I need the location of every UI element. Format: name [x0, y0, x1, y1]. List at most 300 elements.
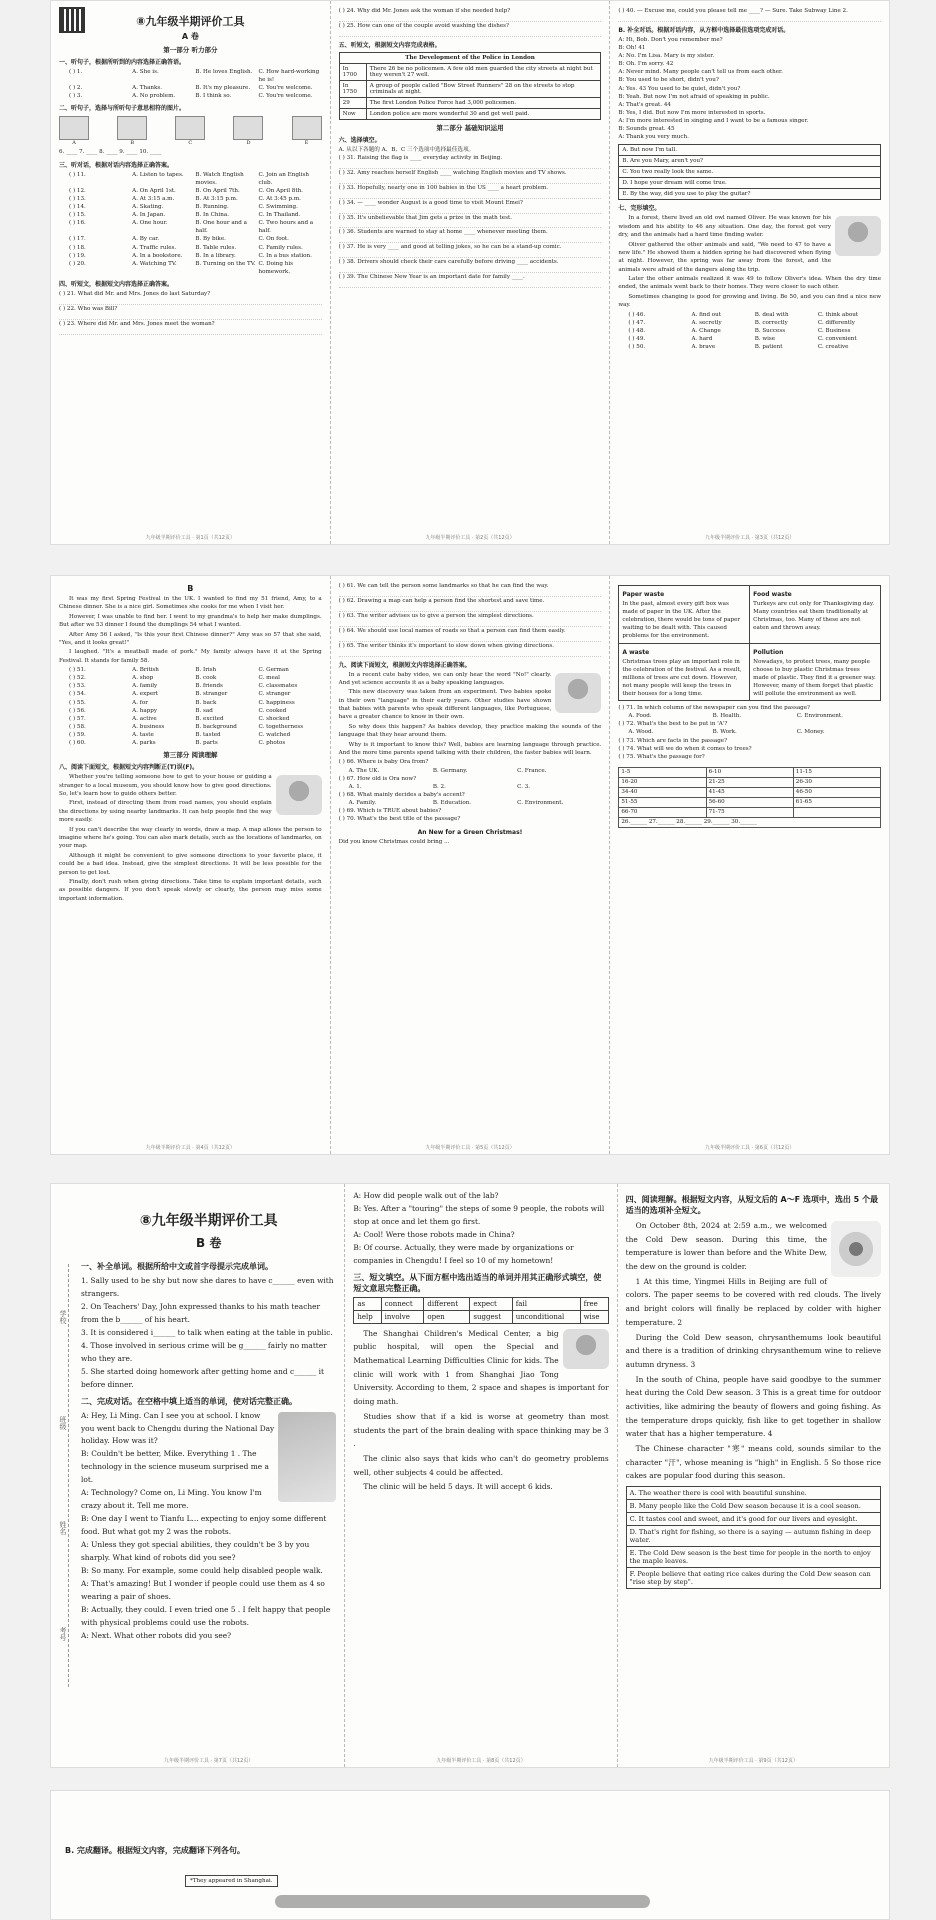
option-b: B. 2.: [432, 783, 446, 790]
horizontal-scrollbar[interactable]: [275, 1895, 650, 1908]
question-number: ( ) 53.: [69, 683, 86, 690]
option-b: B. It's my pleasure.: [195, 85, 251, 92]
grid-cell: 34-40: [619, 787, 706, 797]
dialog-line: A: I'm more interested in singing and I want to be a famous singer.: [618, 118, 809, 124]
question-stem: ( ) 21. What did Mr. and Mrs. Jones do last Saturday?: [59, 290, 211, 297]
question-list: [59, 68, 322, 100]
grid-cell: 56-60: [706, 797, 793, 807]
option-row: [618, 311, 881, 319]
column-3: [610, 1, 889, 544]
question-number: ( ) 57.: [69, 715, 86, 722]
binding-label: 班级: [59, 1415, 67, 1430]
option-c: C. classmates: [258, 683, 298, 690]
word-cell: unconditional: [512, 1310, 580, 1323]
question-number: ( ) 16.: [69, 220, 86, 227]
option-a: A. Listen to tapes.: [132, 171, 184, 178]
section-subheading: A. 从以下各题的 A、B、C 三个选项中选择最佳选项。: [338, 146, 475, 153]
option-b: B. In a library.: [195, 252, 236, 259]
question-list: [59, 171, 322, 276]
question-list: [59, 290, 322, 335]
box-heading: Paper waste: [622, 591, 665, 598]
option-a: A. On April 1st.: [132, 187, 176, 194]
page-footer: 九年级半期评价工具 · 第5页（共12页）: [425, 1145, 515, 1151]
option-row: [59, 219, 322, 235]
paragraph: Oliver gathered the other animals and said, "We need to 47 to have a new life." He showed them a hidden spring he had discovered when flying at night. However, the spring was far away from the forest, and the animals were afraid of the dangers along the trip.: [618, 241, 832, 273]
option-row: [59, 252, 322, 260]
answer-grid: [618, 767, 881, 828]
option-b: B. Running.: [195, 203, 229, 210]
waste-boxes: [618, 585, 881, 701]
grid-cell: 46-50: [793, 787, 880, 797]
question-stem: A: Cool! Were those robots made in China?: [353, 1229, 515, 1239]
option-row: [59, 666, 322, 674]
word-cell: different: [424, 1297, 470, 1310]
column-2: [331, 576, 611, 1154]
option-text: E. The Cold Dew season is the best time for people in the north to enjoy the maple leaves.: [626, 1547, 880, 1568]
question-number: ( ) 19.: [69, 252, 86, 259]
page-footer: 九年级半期评价工具 · 第8页（共12页）: [436, 1758, 526, 1764]
column-2: [345, 1184, 617, 1767]
question-number: ( ) 56.: [69, 707, 86, 714]
question-number: ( ) 47.: [628, 319, 646, 326]
option-a: A. Thanks.: [132, 85, 163, 92]
option-row: [618, 327, 881, 335]
question-number: ( ) 12.: [69, 187, 86, 194]
table-row: [339, 80, 601, 97]
box-row: [619, 586, 881, 644]
picture-option: [117, 116, 147, 147]
question-number: ( ) 18.: [69, 244, 86, 251]
option-row: [59, 674, 322, 682]
dialog-line: B: Sounds great. 45: [618, 126, 675, 133]
option-row: [59, 203, 322, 211]
option-row: [339, 767, 602, 775]
option-a: A. Skating.: [132, 203, 164, 210]
question-number: ( ) 60.: [69, 740, 86, 747]
option-row: [59, 92, 322, 100]
option-c: C. On foot.: [258, 236, 289, 243]
binding-label: 考号: [59, 1627, 67, 1642]
option-row: [59, 244, 322, 252]
question-number: ( ) 1.: [69, 69, 83, 75]
page-footer: 九年级半期评价工具 · 第9页（共12页）: [708, 1758, 798, 1764]
option-b: B. At 3:15 p.m.: [195, 195, 238, 202]
grid-cell: 51-55: [619, 797, 706, 807]
option-a: A. By car.: [132, 236, 160, 243]
question-stem: 4. Those involved in serious crime will be g______ fairly no matter who they are.: [81, 1340, 327, 1363]
option-text: A. The weather there is cool with beautiful sunshine.: [626, 1487, 880, 1500]
word-cell: connect: [381, 1297, 424, 1310]
answer-line: [59, 328, 322, 335]
section-heading: 五、听短文，根据短文内容完成表格。: [338, 41, 441, 49]
question-stem: ( ) 67. How old is Ora now?: [338, 775, 417, 782]
binding-label: 姓名: [59, 1521, 67, 1536]
option-c: C. On April 8th.: [258, 187, 303, 194]
paragraph: Although it might be convenient to give someone directions to your favorite place, it could be a bad idea. Instead, give the simplest directions. It will be less possible for the person to get lost.: [59, 852, 322, 876]
option-row: [618, 319, 881, 327]
dialog-line: A: No. I'm Lisa. Mary is my sister.: [618, 53, 715, 60]
option-a: A. No problem.: [132, 93, 176, 100]
option-row: [618, 343, 881, 351]
option-a: A. secretly: [691, 319, 722, 326]
question-number: ( ) 20.: [69, 260, 86, 267]
word-cell: wise: [580, 1310, 608, 1323]
waste-box: [750, 586, 881, 644]
question-list: [618, 704, 881, 761]
question-number: ( ) 2.: [69, 85, 83, 92]
option-a: A. Watching TV.: [132, 260, 177, 267]
option-c: C. togetherness: [258, 723, 304, 730]
page-footer: 九年级半期评价工具 · 第2页（共12页）: [425, 535, 515, 541]
grid-cell: 11-15: [793, 767, 880, 777]
question-stem: B: Actually, they could. I even tried one 5 . I felt happy that people with physical problems could use the robots.: [81, 1604, 331, 1627]
answer-line: [339, 281, 602, 288]
paragraph: 1 At this time, Yingmei Hills in Beijing are full of colors. The paper seems to be covered with red clouds. The lively and bright colors will finally be replaced by colder with higher temperature. 2: [625, 1276, 881, 1327]
question-stem: ( ) 31. Raising the flag is ____ everyday activity in Beijing.: [338, 154, 503, 161]
grid-cell: 26-30: [793, 777, 880, 787]
picture-option: [175, 116, 205, 147]
question-stem: ( ) 38. Drivers should check their cars carefully before driving ____ accidents.: [338, 259, 559, 266]
paragraph: The clinic will be held 5 days. It will accept 6 kids.: [363, 1482, 553, 1492]
option-row: [59, 171, 322, 187]
blank-number: 27.______: [648, 819, 677, 826]
question-stem: ( ) 75. What's the passage for?: [618, 753, 705, 760]
option-row: [339, 799, 602, 807]
section-heading: 三、短文填空。从下面方框中选出适当的单词并用其正确形式填空，使短文意思完整正确。: [353, 1272, 602, 1293]
question-stem: ( ) 23. Where did Mr. and Mrs. Jones meet the woman?: [59, 320, 215, 327]
option-a: A. parks: [132, 740, 156, 747]
column-2: [331, 1, 611, 544]
grid-cell: 41-45: [706, 787, 793, 797]
option-a: A. business: [132, 723, 165, 730]
question-stem: ( ) 40. — Excuse me, could you please tell me ____? — Sure. Take Subway Line 2.: [618, 8, 848, 14]
column-3: [610, 576, 889, 1154]
question-stem: ( ) 73. Which are facts in the passage?: [618, 737, 728, 744]
column-1: [73, 1184, 345, 1767]
answer-line: [59, 298, 322, 305]
dialog-text: [353, 1190, 608, 1268]
option-row: [626, 1500, 880, 1513]
paragraph: In a forest, there lived an old owl named Oliver. He was known for his wisdom and his ability to 46 any situation. One day, the forest got very dry, and the animals had a hard time finding water.: [618, 215, 832, 239]
question-stem: ( ) 65. The writer thinks it's important to slow down when giving directions.: [338, 642, 554, 649]
dialog-line: A: Yes. 43 You used to be quiet, didn't you?: [618, 85, 741, 92]
question-stem: A: Hey, Li Ming. Can I see you at school. I know you went back to Chengdu during the National Day holiday. How was it?: [81, 1410, 275, 1446]
dialog-line: B: Yes, I did. But now I'm more interested in sports.: [618, 109, 766, 116]
answer-line: [339, 237, 602, 244]
option-a: A. for: [132, 699, 148, 706]
grid-row: [619, 787, 881, 797]
dialog-line: A: That's great. 44: [618, 101, 671, 108]
question-stem: A: Technology? Come on, Li Ming. You know I'm crazy about it. Tell me more.: [81, 1488, 262, 1511]
word-row: [354, 1310, 608, 1323]
option-b: B. I think so.: [195, 93, 232, 100]
paragraph: Later the other animals realized it was 49 to follow Oliver's idea. When the dry time ended, the animals went back to their homes. They were closer to each other.: [618, 276, 882, 291]
chrysanthemum-illustration-icon: [831, 1221, 881, 1277]
table-row: [339, 108, 601, 119]
question-stem: 5. She started doing homework after getting home and c______ it before dinner.: [81, 1366, 324, 1389]
exam-page-1: [50, 0, 890, 545]
paragraph: However, I was unable to find her. I went to my grandma's to help her make dumplings. But after we 53 dinner I found the dumplings 54 what I wanted.: [59, 613, 322, 629]
option-row: [626, 1526, 880, 1547]
paragraph: The clinic also says that kids who can't do geometry problems well, other subjects 4 could be affected.: [353, 1453, 609, 1477]
option-text: D. I hope your dream will come true.: [619, 178, 881, 189]
question-stem: ( ) 71. In which column of the newspaper can you find the passage?: [618, 705, 811, 712]
option-row: [59, 731, 322, 739]
option-b: B. sad: [195, 707, 213, 714]
paragraph: On October 8th, 2024 at 2:59 a.m., we welcomed the Cold Dew season. During this time, the temperature is lower than before and the White Dew, the dew on the ground is colder.: [625, 1221, 827, 1272]
table-row: [339, 97, 601, 108]
question-stem: ( ) 39. The Chinese New Year is an important date for family ____.: [338, 274, 525, 281]
option-a: A. At 3:15 a.m.: [132, 195, 175, 202]
question-stem: 3. It is considered i______ to talk when eating at the table in public.: [81, 1327, 333, 1337]
blank-number: 29.______: [703, 819, 732, 826]
option-c: C. think about: [817, 311, 859, 318]
option-b: B. He loves English.: [195, 69, 253, 75]
question-list: [81, 1275, 336, 1392]
column-1: [51, 1, 331, 544]
section-heading: 六、选择填空。: [338, 136, 381, 144]
page-footer: 九年级半期评价工具 · 第6页（共12页）: [705, 1145, 795, 1151]
paragraph: Why is it important to know this? Well, babies are learning language through practice. And the more time parents spend talking with their children, the faster babies will learn.: [338, 741, 602, 757]
option-row: [339, 783, 602, 791]
paragraph: First, instead of directing them from road names, you should explain the directions by using nearby landmarks. It can help people find the way more easily.: [59, 800, 272, 824]
option-b: B. excited: [195, 715, 224, 722]
option-row: [59, 739, 322, 747]
dialog-line: B: You used to be short, didn't you?: [618, 77, 719, 84]
option-row: [59, 187, 322, 195]
question-number: ( ) 50.: [628, 344, 646, 351]
answer-line: [339, 162, 602, 169]
dialog-line: B: Oh. I'm sorry. 42: [618, 61, 674, 68]
passage: [59, 595, 322, 665]
option-a: A. The UK.: [348, 767, 380, 774]
answer-line: [339, 620, 602, 627]
question-stem: ( ) 36. Students are warned to stay at home ____ whenever meeting them.: [338, 229, 548, 236]
question-number: ( ) 59.: [69, 732, 86, 738]
option-a: A. Family.: [348, 799, 377, 806]
question-stem: ( ) 66. Where is baby Ora from?: [338, 759, 429, 766]
options-box: [626, 1486, 881, 1589]
option-c: C. differently: [817, 319, 855, 326]
word-cell: involve: [381, 1310, 424, 1323]
paragraph: Sometimes changing is good for growing and living. Be 50, and you can find a nice new way.: [618, 293, 882, 309]
part-heading: 第一部分 听力部分: [163, 46, 218, 54]
passage-lead: Did you know Christmas could bring ...: [338, 839, 450, 846]
option-a: A. happy: [132, 707, 158, 714]
word-row: [354, 1297, 608, 1310]
section-heading: 一、听句子，根据所听到的内容选择正确答语。: [59, 59, 186, 66]
table-text: The first London Police Force had 3,000 policemen.: [366, 97, 601, 108]
question-number: ( ) 55.: [69, 699, 86, 706]
paragraph: It was my first Spring Festival in the UK. I wanted to find my 51 friend, Amy, to a Chinese dinner. She is a nice girl. Sometimes she cooks for me when I visit her.: [59, 596, 322, 611]
option-c: C. Environment.: [796, 713, 843, 720]
option-c: C. Family rules.: [258, 244, 303, 251]
answer-line: [339, 177, 602, 184]
option-c: C. watched: [258, 732, 291, 738]
option-b: B. On April 7th.: [195, 187, 240, 194]
page-title: ⑧九年级半期评价工具: [136, 15, 245, 28]
picture-option: [233, 116, 263, 147]
word-cell: free: [580, 1297, 608, 1310]
option-row: [618, 728, 881, 736]
option-b: B. Germany.: [432, 767, 468, 774]
grid-cell: 16-20: [619, 777, 706, 787]
question-number: ( ) 51.: [69, 667, 86, 674]
blank-number: 28.______: [676, 819, 704, 826]
table-row: [339, 63, 601, 80]
option-row: [618, 335, 881, 343]
section-heading: 九、阅读下面短文，根据短文内容选择正确答案。: [338, 661, 471, 669]
question-stem: ( ) 61. We can tell the person some landmarks so that he can find the way.: [338, 583, 549, 589]
option-b: B. Irish: [195, 667, 217, 674]
option-row: [626, 1513, 880, 1526]
grid-cell: 21-25: [706, 777, 793, 787]
paragraph: After Amy 56 I asked, "Is this your first Chinese dinner?" Amy was so 57 that she said, "Yes, and it looks great!": [59, 631, 322, 646]
question-stem: B: Of course. Actually, they were made by organizations or companies in Chengdu! I feel so 10 of my hometown!: [353, 1242, 574, 1265]
question-stem: B: One day I went to Tianfu L... expecting to enjoy some different food. But what got my 2 was the robots.: [81, 1514, 327, 1537]
option-b: B. In China.: [195, 212, 229, 219]
question-number: ( ) 52.: [69, 675, 86, 682]
paragraph: In the south of China, people have said goodbye to the summer heat during the Cold Dew season. 3 This is a great time for outdoor activities, like admiring the beauty of flowers and going fishing. As the temperature drops quickly, fish like to get together in shallow water that has a higher temperature. 4: [625, 1374, 881, 1439]
table-year: 29: [339, 97, 366, 108]
passage-label: B: [187, 584, 194, 593]
section-heading: 四、听短文，根据短文内容选择正确答案。: [59, 280, 174, 288]
option-row: [626, 1547, 880, 1568]
question-stem: A: Next. What other robots did you see?: [81, 1630, 232, 1640]
question-stem: B: Yes. After a "touring" the steps of some 9 people, the robots will stop at once and let them go first.: [353, 1203, 605, 1226]
grid-cell: [793, 807, 880, 817]
question-number: ( ) 11.: [69, 171, 86, 178]
info-table: [339, 52, 602, 120]
grid-cell: 71-75: [706, 807, 793, 817]
paragraph: This new discovery was taken from an experiment. Two babies spoke in their own "language" in their early years. Other studies have shown that babies with parents who speak different languages, like Portuguese, have a greater chance to know in their own.: [338, 689, 552, 721]
option-row: [59, 723, 322, 731]
dialog-line: A: Never mind. Many people can't tell us from each other.: [618, 69, 783, 76]
section-heading: 八、阅读下面短文，根据短文内容判断正(T)误(F)。: [59, 764, 199, 772]
option-a: A. She is.: [132, 69, 159, 75]
section-heading: 三、听对话，根据对话内容选择正确答案。: [59, 161, 174, 169]
option-a: A. hard: [691, 335, 713, 342]
word-cell: fail: [512, 1297, 580, 1310]
blank-number: 26.______: [621, 819, 649, 826]
question-stem: ( ) 32. Amy reaches herself English ____ watching English movies and TV shows.: [338, 169, 567, 176]
question-stem: B: So many. For example, some could help disabled people walk.: [81, 1566, 323, 1576]
option-b: B. deal with: [754, 311, 789, 318]
paragraph: Finally, don't rush when giving directions. Take time to explain important details, such as possible dangers. If you don't speak slowly or clearly, the person may miss some important information.: [59, 878, 322, 902]
paper-label: B 卷: [196, 1236, 222, 1250]
option-c: C. cooked: [258, 707, 287, 714]
answer-line: [339, 192, 602, 199]
section-heading: 二、完成对话。在空格中填上适当的单词，使对话完整正确。: [81, 1396, 297, 1406]
question-stem: A: Unless they got special abilities, they couldn't be 3 by you sharply. What kind of robots did you see?: [81, 1540, 310, 1563]
column-3: [618, 1184, 889, 1767]
option-c: C. How hard-working he is!: [258, 69, 320, 84]
exam-page-2: [50, 575, 890, 1155]
option-c: C. France.: [517, 767, 547, 774]
robot-illustration-icon: [278, 1412, 336, 1502]
answer-line: [339, 650, 602, 657]
question-number: ( ) 54.: [69, 691, 86, 698]
option-b: B. cook: [195, 675, 217, 682]
question-number: ( ) 15.: [69, 212, 86, 219]
option-row: [59, 707, 322, 715]
answer-line: [339, 266, 602, 273]
question-stem: ( ) 25. How can one of the couple avoid washing the dishes?: [338, 22, 510, 29]
option-row: [618, 712, 881, 720]
question-number: ( ) 49.: [628, 335, 646, 342]
question-number: ( ) 14.: [69, 203, 86, 210]
question-list: [339, 758, 602, 823]
option-a: A. expert: [132, 691, 159, 698]
option-row: [626, 1487, 880, 1500]
option-a: A. brave: [691, 344, 716, 351]
option-b: B. One hour and a half.: [195, 220, 247, 235]
option-a: A. Wood.: [628, 729, 654, 736]
picture-label: D: [246, 140, 251, 147]
grid-row: [619, 807, 881, 817]
option-b: B. parts: [195, 740, 218, 747]
box-text: Nowadays, to protect trees, many people choose to buy plastic Christmas trees made of plastic. They find it a greener way. However, many of them forget that plastic will pollute the environment as well.: [753, 658, 876, 697]
part-heading: 第二部分 基础知识运用: [436, 123, 504, 132]
option-c: C. creative: [817, 344, 849, 351]
page-footer: 九年级半期评价工具 · 第4页（共12页）: [145, 1145, 235, 1151]
section-heading: B. 完成翻译。根据短文内容，完成翻译下列各句。: [65, 1846, 245, 1855]
word-cell: expect: [470, 1297, 512, 1310]
table-text: There 26 be no policemen. A few old men guarded the city streets at night but they weren't 27 well.: [366, 63, 601, 80]
option-a: A. Change: [691, 327, 721, 334]
option-text: E. By the way, did you use to play the guitar?: [619, 189, 881, 200]
option-text: D. That's right for fishing, so there is a saying — autumn fishing in deep water.: [626, 1526, 880, 1547]
section-heading: 四、阅读理解。根据短文内容，从短文后的 A～F 选项中，选出 5 个最适当的选项补全短文。: [625, 1195, 879, 1215]
option-b: B. Education.: [432, 799, 472, 806]
option-a: A. shop: [132, 675, 154, 682]
waste-box: [750, 643, 881, 701]
dialog-line: B: Oh! 41: [618, 45, 646, 52]
question-stem: ( ) 62. Drawing a map can help a person find the shortest and save time.: [338, 597, 545, 604]
option-text: B. Many people like the Cold Dew season because it is a cool season.: [626, 1500, 880, 1513]
paragraph: Whether you're telling someone how to get to your house or guiding a stranger to a local museum, you should know how to give good directions. So, let's learn how to guide others better.: [59, 774, 272, 797]
option-row: [59, 690, 322, 698]
blank-number: 30.______: [731, 819, 757, 826]
question-number: ( ) 58.: [69, 723, 86, 730]
option-c: C. stranger: [258, 691, 291, 698]
word-cell: suggest: [470, 1310, 512, 1323]
option-b: B. Table rules.: [195, 244, 237, 251]
word-cell: as: [354, 1297, 381, 1310]
option-text: C. It tastes cool and sweet, and it's good for our livers and eyesight.: [626, 1513, 880, 1526]
question-stem: ( ) 35. It's unbelievable that Jim gets a prize in the math test.: [338, 214, 512, 221]
answer-line: [339, 222, 602, 229]
option-row: [619, 167, 881, 178]
box-heading: Food waste: [753, 591, 792, 598]
question-list: [339, 154, 602, 288]
paragraph: Studies show that if a kid is worse at geometry than most students the part of the brain dealing with space thinking may be 3 .: [353, 1411, 609, 1449]
question-stem: A: That's amazing! But I wonder if people could use them as 4 so wearing a pair of shoes.: [81, 1578, 325, 1601]
page-footer: 九年级半期评价工具 · 第7页（共12页）: [164, 1758, 254, 1764]
option-b: B. correctly: [754, 319, 788, 326]
option-c: C. Swimming.: [258, 203, 298, 210]
option-row: [619, 145, 881, 156]
option-b: B. friends: [195, 683, 223, 690]
option-row: [59, 235, 322, 243]
question-stem: A: How did people walk out of the lab?: [353, 1191, 499, 1200]
note-box: *They appeared in Shanghai.: [185, 1875, 278, 1887]
option-row: [59, 682, 322, 690]
option-b: B. patient: [754, 344, 783, 351]
option-c: C. convenient: [817, 335, 857, 342]
question-stem: 2. On Teachers' Day, John expressed thanks to his math teacher from the b______ of his heart.: [81, 1301, 321, 1324]
binding-margin: [53, 1264, 69, 1687]
